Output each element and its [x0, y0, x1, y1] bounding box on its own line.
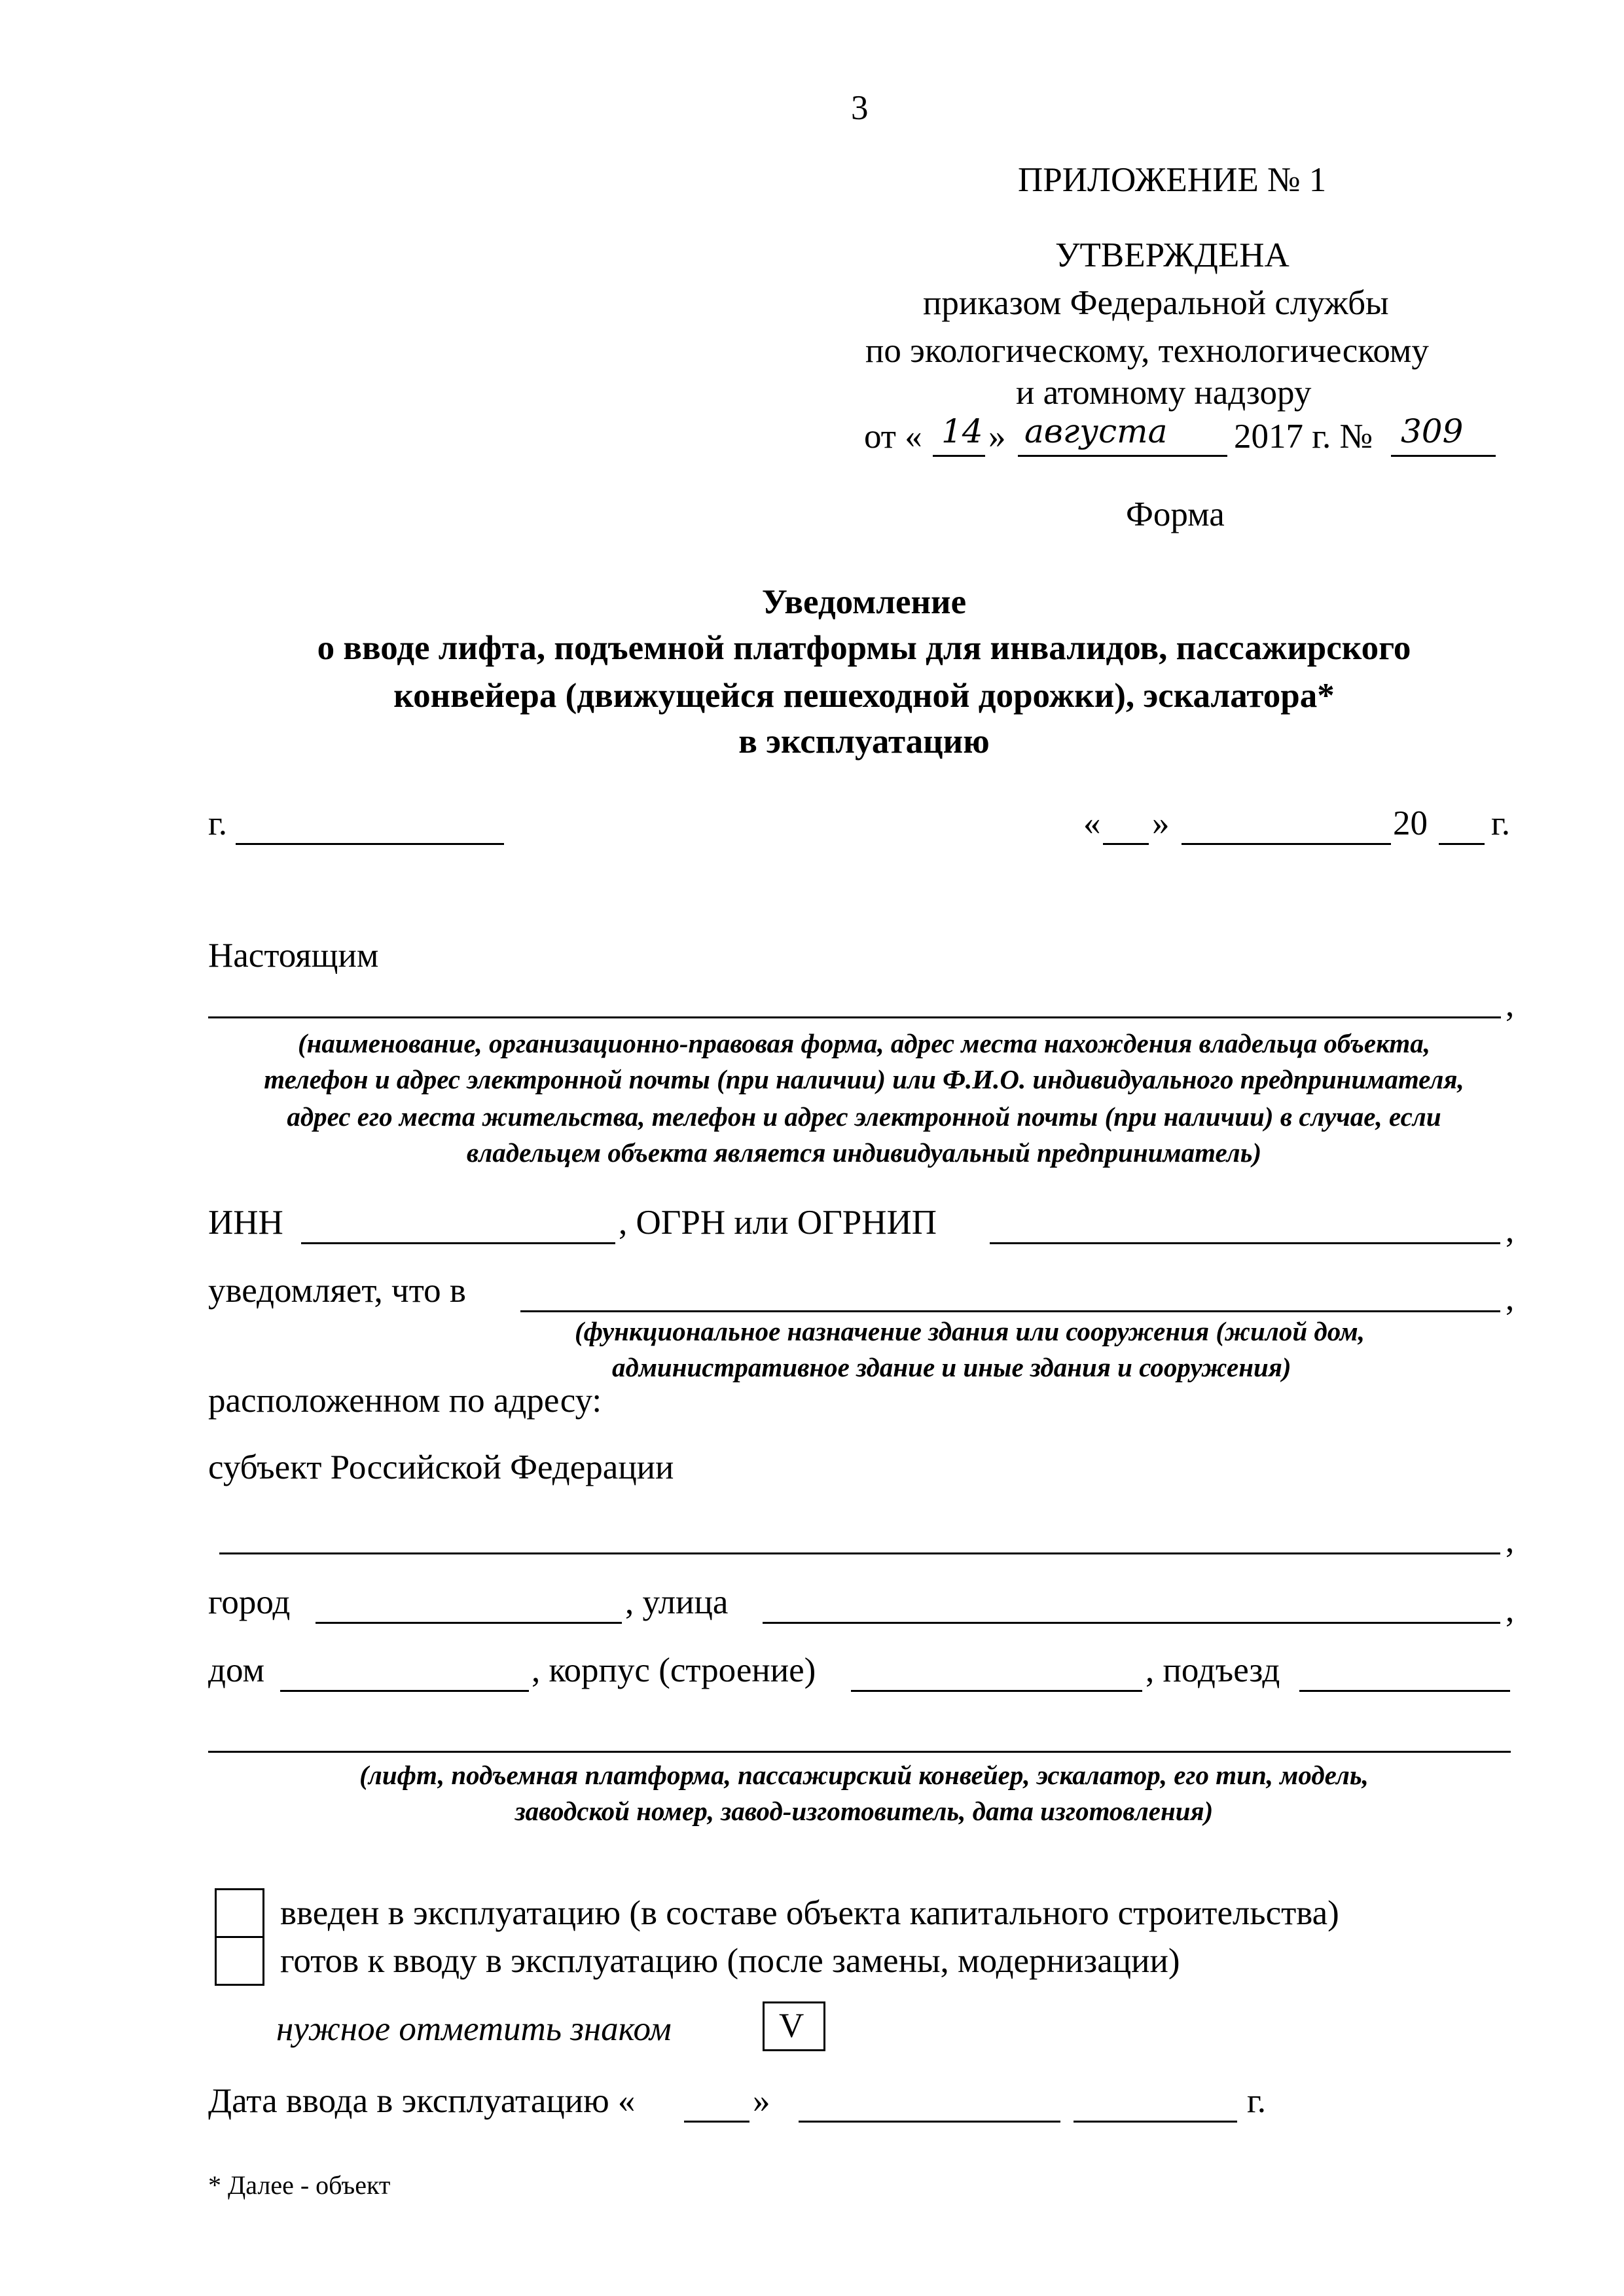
house-label: дом [208, 1651, 264, 1689]
year-field[interactable] [1439, 843, 1485, 845]
entrance-label: , подъезд [1146, 1651, 1280, 1689]
subject-label: субъект Российской Федерации [208, 1448, 674, 1486]
building-label: , корпус (строение) [532, 1651, 816, 1689]
form-label: Форма [1126, 495, 1225, 533]
subject-comma: , [1506, 1522, 1515, 1560]
nastoyashchim-label: Настоящим [208, 937, 379, 975]
building-field[interactable] [851, 1690, 1142, 1692]
date-close: » [1152, 804, 1170, 842]
ogrn-comma: , [1506, 1211, 1515, 1249]
object-hint-2: заводской номер, завод-изготовитель, дата изготовления) [514, 1796, 1214, 1826]
mark-hint: нужное отметить знаком [276, 2010, 672, 2048]
approval-day: 14 [941, 412, 983, 450]
commissioning-year-field[interactable] [1074, 2121, 1237, 2123]
page-number: 3 [851, 89, 869, 127]
approval-year: 2017 г. № [1234, 418, 1373, 456]
city-prefix: г. [208, 804, 228, 842]
inn-field[interactable] [301, 1242, 615, 1244]
commissioning-date-label: Дата ввода в эксплуатацию « [208, 2082, 636, 2120]
object-hint-1: (лифт, подъемная платформа, пассажирский конвейер, эскалатор, его тип, модель, [359, 1760, 1369, 1790]
commissioning-year-suffix: г. [1247, 2082, 1267, 2120]
building-purpose-field[interactable] [520, 1310, 1500, 1312]
commissioning-day-field[interactable] [684, 2121, 749, 2123]
city-field[interactable] [236, 843, 504, 845]
approval-month: августа [1024, 412, 1168, 450]
notifies-label: уведомляет, что в [208, 1272, 466, 1310]
owner-field[interactable] [208, 1016, 1501, 1018]
building-hint-2: административное здание и иные здания и сооружения) [612, 1352, 1291, 1382]
year-suffix: г. [1491, 804, 1511, 842]
commissioning-month-field[interactable] [799, 2121, 1060, 2123]
heading-line-2: о вводе лифта, подъемной платформы для инвалидов, пассажирского [317, 629, 1411, 667]
ogrn-field[interactable] [990, 1242, 1500, 1244]
approved-line-3: и атомному надзору [1016, 374, 1312, 412]
subject-field[interactable] [219, 1552, 1500, 1554]
street-field[interactable] [763, 1622, 1500, 1624]
approved-line-1: приказом Федеральной службы [923, 284, 1389, 322]
entrance-field[interactable] [1299, 1690, 1510, 1692]
approval-month-line [1018, 455, 1227, 457]
located-label: расположенном по адресу: [208, 1382, 602, 1420]
approval-day-line [933, 455, 985, 457]
object-field[interactable] [208, 1751, 1511, 1753]
option-2-checkbox[interactable] [215, 1936, 264, 1986]
year-prefix: 20 [1393, 804, 1428, 842]
approved-title: УТВЕРЖДЕНА [1055, 236, 1290, 274]
city-name-field[interactable] [316, 1622, 622, 1624]
heading-line-1: Уведомление [761, 583, 967, 621]
owner-hint-2: телефон и адрес электронной почты (при наличии) или Ф.И.О. индивидуального предпринимателя, [264, 1064, 1464, 1094]
ogrn-label: , ОГРН или ОГРНИП [619, 1204, 937, 1242]
approval-date-mid: » [988, 418, 1006, 456]
approval-date-prefix: от « [864, 418, 922, 456]
inn-label: ИНН [208, 1204, 283, 1242]
date-open: « [1083, 804, 1101, 842]
house-field[interactable] [280, 1690, 529, 1692]
option-2-label: готов к вводу в эксплуатацию (после замены, модернизации) [280, 1942, 1180, 1980]
street-comma: , [1506, 1591, 1515, 1629]
owner-comma: , [1506, 986, 1515, 1024]
notifies-comma: , [1506, 1280, 1515, 1318]
day-field[interactable] [1103, 843, 1149, 845]
footnote: * Далее - объект [208, 2170, 391, 2200]
option-1-label: введен в эксплуатацию (в составе объекта капитального строительства) [280, 1894, 1339, 1932]
month-field[interactable] [1182, 843, 1391, 845]
building-hint-1: (функциональное назначение здания или сооружения (жилой дом, [575, 1316, 1365, 1346]
owner-hint-4: владельцем объекта является индивидуальный предприниматель) [466, 1138, 1262, 1168]
heading-line-3: конвейера (движущейся пешеходной дорожки), эскалатора* [393, 677, 1335, 715]
approved-line-2: по экологическому, технологическому [865, 332, 1429, 370]
approval-number: 309 [1401, 412, 1464, 450]
owner-hint-3: адрес его места жительства, телефон и адрес электронной почты (при наличии) в случае, если [287, 1102, 1441, 1132]
appendix-title: ПРИЛОЖЕНИЕ № 1 [1018, 161, 1327, 199]
option-1-checkbox[interactable] [215, 1888, 264, 1938]
commissioning-date-close: » [753, 2082, 770, 2120]
heading-line-4: в эксплуатацию [738, 723, 990, 761]
owner-hint-1: (наименование, организационно-правовая форма, адрес места нахождения владельца объекта, [297, 1028, 1430, 1058]
street-label: , улица [625, 1583, 729, 1621]
city-label: город [208, 1583, 291, 1621]
mark-sign: V [779, 2007, 804, 2045]
approval-number-line [1391, 455, 1496, 457]
